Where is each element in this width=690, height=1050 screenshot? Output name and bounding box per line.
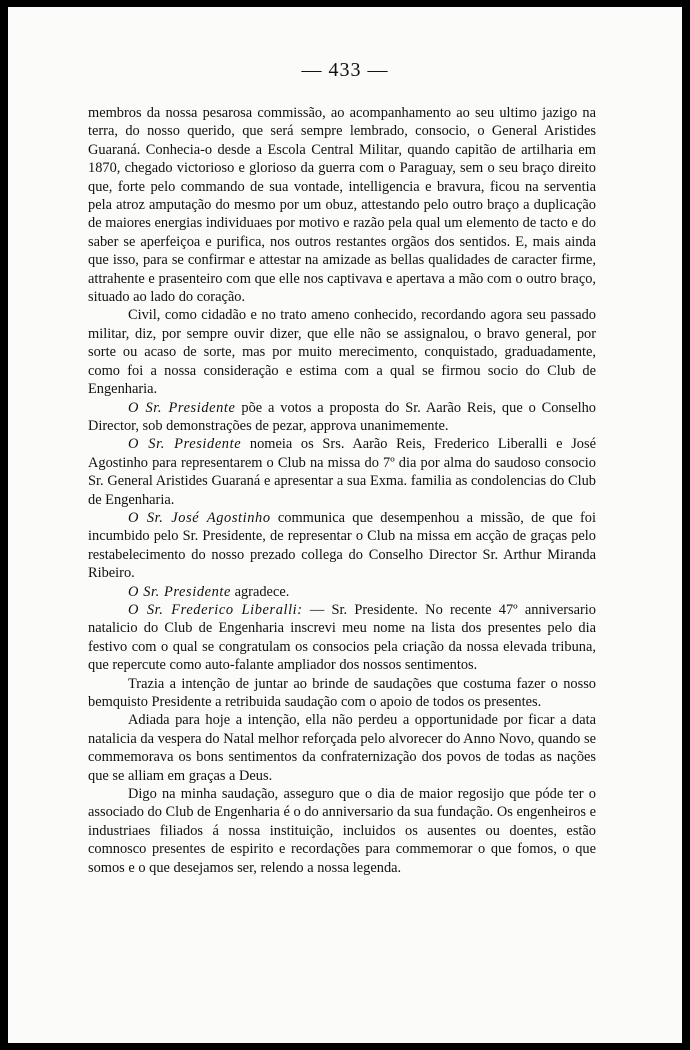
paragraph: O Sr. Presidente agradece. — [128, 583, 290, 600]
body-text — [88, 104, 596, 877]
document-page — [8, 7, 682, 1043]
paragraph: membros da nossa pesarosa commissão, ao acompanhamento ao seu ultimo jazigo na terra, do nosso querido, que será sempre lembrado, consocio, o General Aristides Guaraná. Conhecia-o desde a Escola Central Militar, quando capitão de artilharia em 1870, chegado victorioso e glorioso da guerra com o Paraguay, sem o seu braço direito que, forte pelo commando de sua vontade, intelligencia e bravura, ficou na serventia pela atroz amputação do mesmo por um obuz, attestando pelo outro braço a duplicação de maiores energias individuaes por motivo e razão pela qual um elemento de tacto e do saber se aperfeiçoa e purifica, nos outros restantes orgãos dos sentidos. E, mais ainda que isso, para se confirmar e attestar na amizade as bellas qualidades de caracter firme, attrahente e prasenteiro com que elle nos captivava e apertava a mão com o outro braço, situado ao lado do coração. — [88, 105, 596, 306]
paragraph: O Sr. Frederico Liberalli: — Sr. Presidente. No recente 47º anniversario natalicio do Club de Engenharia inscrevi meu nome na lista dos presentes pelo dia festivo com o qual se congratulam os consocios pela criação da nossa elevada tribuna, que repercute como auto-falante ampliador dos nossos sentimentos. — [88, 601, 596, 674]
paragraph: Adiada para hoje a intenção, ella não perdeu a opportunidade por ficar a data natalicia da vespera do Natal melhor reforçada pelo alvorecer do Anno Novo, quando se commemorava os bons sentimentos da confraternização dos povos de todas as nações que se alliam em graças a Deus. — [88, 712, 596, 784]
paragraph: O Sr. Presidente põe a votos a proposta do Sr. Aarão Reis, que o Conselho Director, sob demonstrações de pezar, approva unanimemente. — [88, 399, 596, 434]
speaker: O Sr. Presidente — [128, 583, 231, 600]
paragraph: O Sr. Presidente nomeia os Srs. Aarão Reis, Frederico Liberalli e José Agostinho para representarem o Club na missa do 7º dia por alma do saudoso consocio Sr. General Aristides Guaraná e apresentar a sua Exma. familia as condolencias do Club de Engenharia. — [88, 436, 596, 508]
paragraph: Trazia a intenção de juntar ao brinde de saudações que costuma fazer o nosso bemquisto Presidente a retribuida saudação com o apoio de todos os presentes. — [88, 675, 596, 710]
speaker: O Sr. José Agostinho — [128, 509, 271, 526]
speaker: O Sr. Presidente — [128, 436, 242, 453]
speaker: O Sr. Presidente — [128, 399, 236, 416]
paragraph: Civil, como cidadão e no trato ameno conhecido, recordando agora seu passado militar, diz, por sempre ouvir dizer, que elle não se assignalou, o bravo general, por sorte ou acaso de sorte, mas por muito merecimento, conquistado, graduadamente, como foi a nossa consideração e estima com a qual se firmou socio do Club de Engenharia. — [88, 307, 596, 398]
page-number: — 433 — — [301, 59, 389, 81]
speaker: O Sr. Frederico Liberalli: — [128, 601, 303, 618]
paragraph: Digo na minha saudação, asseguro que o dia de maior regosijo que póde ter o associado do Club de Engenharia é o do anniversario da sua fundação. Os engenheiros e industriaes filiados á nossa instituição, incluidos os ausentes ou doentes, estão comnosco presentes de espirito e recordações para commemorar o que fomos, o que somos e o que desejamos ser, relendo a nossa legenda. — [88, 786, 596, 876]
paragraph: O Sr. José Agostinho communica que desempenhou a missão, de que foi incumbido pelo Sr. Presidente, de representar o Club na missa em acção de graças pelo restabelecimento do nosso prezado collega do Conselho Director Sr. Arthur Miranda Ribeiro. — [88, 509, 596, 582]
